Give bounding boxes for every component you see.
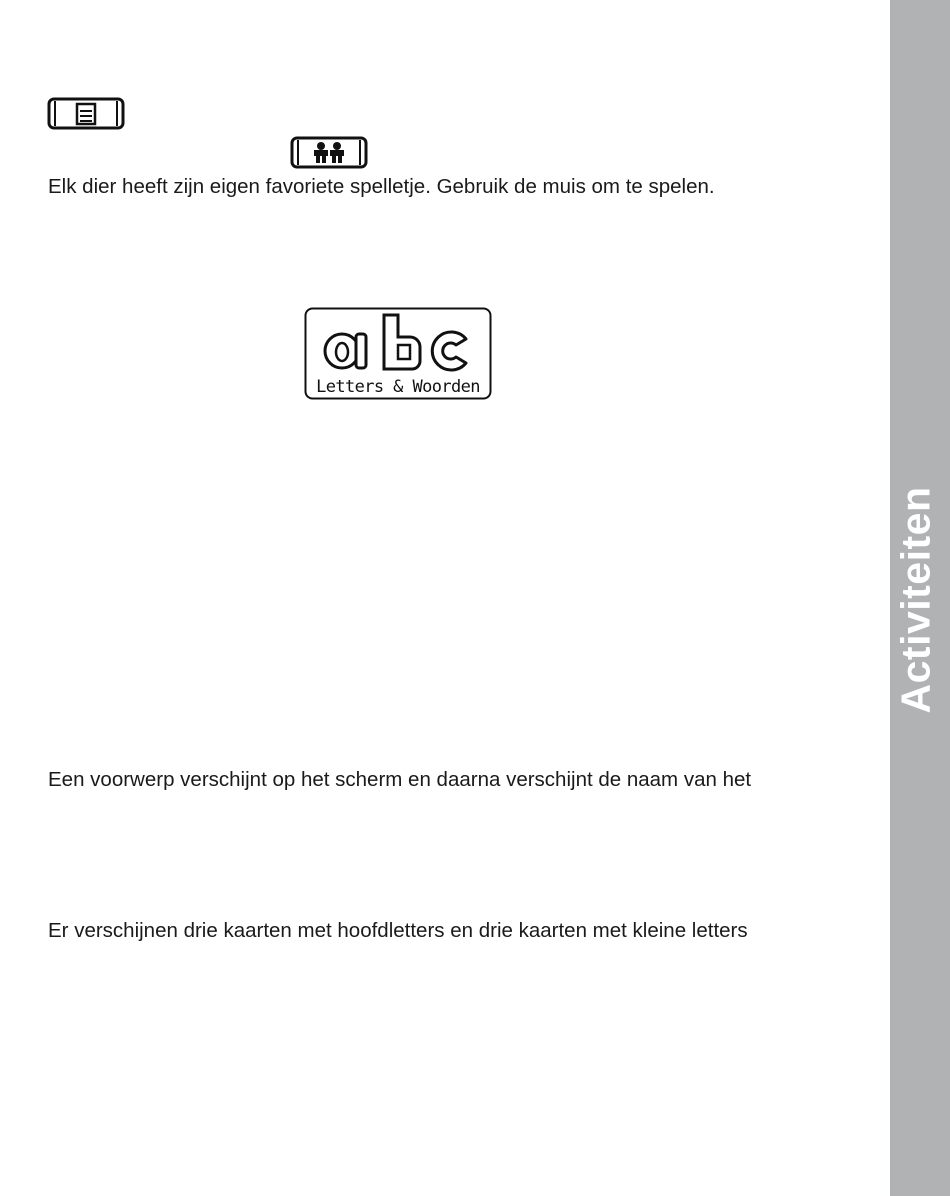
side-tab-label: Activiteiten <box>892 486 939 714</box>
intro-paragraph: Elk dier heeft zijn eigen favoriete spelletje. Gebruik de muis om te spelen. <box>48 175 715 198</box>
people-icon <box>290 136 368 169</box>
document-icon <box>47 97 125 130</box>
object-name-paragraph: Een voorwerp verschijnt op het scherm en daarna verschijnt de naam van het <box>48 768 752 791</box>
side-tab <box>890 0 950 1196</box>
cards-paragraph: Er verschijnen drie kaarten met hoofdletters en drie kaarten met kleine letters <box>48 919 748 942</box>
letters-words-tile <box>304 307 492 400</box>
tile-caption: Letters & Woorden <box>316 377 480 397</box>
letter-a-glyph <box>325 334 366 368</box>
